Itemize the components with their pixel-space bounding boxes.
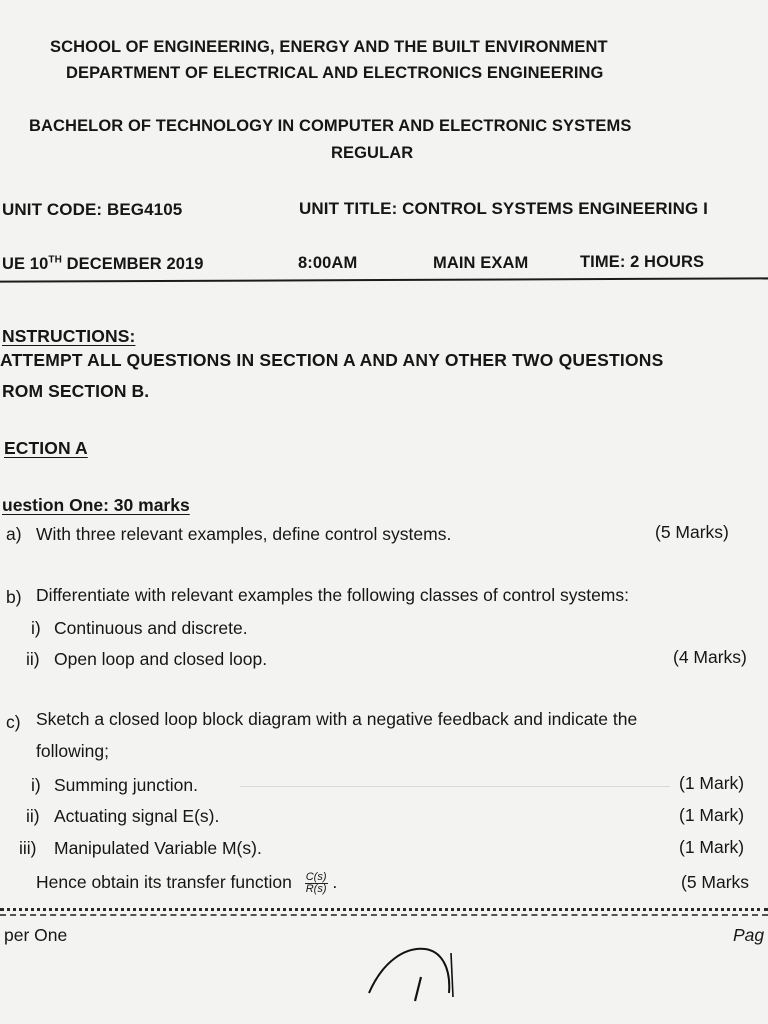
exam-date-day: UE 10 xyxy=(2,255,49,273)
question-c-ii-label: ii) xyxy=(26,806,40,826)
question-c-text-2: following; xyxy=(36,741,109,761)
question-b-i-text: Continuous and discrete. xyxy=(54,618,248,638)
exam-date-ordinal: TH xyxy=(48,254,62,266)
question-a-label: a) xyxy=(6,524,22,544)
instructions-heading: NSTRUCTIONS: xyxy=(2,326,136,346)
footer-divider-2 xyxy=(0,914,768,917)
hence-text: Hence obtain its transfer function xyxy=(36,872,292,893)
question-c-hence-marks: (5 Marks xyxy=(681,872,750,892)
exam-date xyxy=(2,255,204,274)
question-b-marks: (4 Marks) xyxy=(673,647,747,667)
exam-type: MAIN EXAM xyxy=(433,254,529,272)
transfer-function-fraction xyxy=(305,872,328,895)
question-c-label: c) xyxy=(6,712,21,732)
exam-date-month-year: DECEMBER 2019 xyxy=(61,255,204,273)
unit-title: UNIT TITLE: CONTROL SYSTEMS ENGINEERING I xyxy=(299,199,708,218)
question-c-ii-text: Actuating signal E(s). xyxy=(54,806,220,826)
question-c-hence xyxy=(36,872,337,895)
question-c-i-marks: (1 Mark) xyxy=(679,773,745,793)
question-b-i-label: i) xyxy=(31,618,41,638)
question-c-text: Sketch a closed loop block diagram with a negative feedback and indicate the xyxy=(36,709,638,729)
exam-time: 8:00AM xyxy=(298,254,358,272)
footer-right: Pag xyxy=(733,925,765,945)
programme-name: BACHELOR OF TECHNOLOGY IN COMPUTER AND ELECTRONIC SYSTEMS xyxy=(29,117,632,135)
tf-denominator: R(s) xyxy=(305,883,327,895)
question-c-iii-marks: (1 Mark) xyxy=(679,837,745,857)
programme-mode: REGULAR xyxy=(331,144,414,162)
question-a-marks: (5 Marks) xyxy=(655,522,729,542)
question-c-iii-text: Manipulated Variable M(s). xyxy=(54,838,262,858)
instructions-line-2: ROM SECTION B. xyxy=(2,381,150,401)
question-c-iii-label: iii) xyxy=(19,838,37,858)
question-c-i-label: i) xyxy=(31,775,41,795)
header-divider xyxy=(0,277,768,282)
instructions-line-1: ATTEMPT ALL QUESTIONS IN SECTION A AND ANY OTHER TWO QUESTIONS xyxy=(0,350,664,370)
department-name: DEPARTMENT OF ELECTRICAL AND ELECTRONICS ENGINEERING xyxy=(66,64,604,82)
scan-noise xyxy=(240,786,670,787)
question-b-ii-text: Open loop and closed loop. xyxy=(54,649,268,669)
question-c-ii-marks: (1 Mark) xyxy=(679,805,745,825)
question-c-i-text: Summing junction. xyxy=(54,775,198,795)
question-b-ii-label: ii) xyxy=(26,649,40,669)
hence-period: . xyxy=(332,872,338,893)
footer-divider xyxy=(0,908,768,912)
section-a-heading: ECTION A xyxy=(4,438,88,458)
tf-numerator: C(s) xyxy=(305,871,327,883)
school-name: SCHOOL OF ENGINEERING, ENERGY AND THE BUILT ENVIRONMENT xyxy=(50,38,608,56)
unit-code: UNIT CODE: BEG4105 xyxy=(2,200,183,219)
handwritten-page-mark xyxy=(355,935,475,1005)
question-b-label: b) xyxy=(6,587,22,607)
exam-duration: TIME: 2 HOURS xyxy=(580,253,705,271)
footer-left: per One xyxy=(4,925,68,945)
question-one-heading: uestion One: 30 marks xyxy=(2,495,190,515)
question-a-text: With three relevant examples, define control systems. xyxy=(36,524,452,544)
question-b-text: Differentiate with relevant examples the following classes of control systems: xyxy=(36,585,630,605)
